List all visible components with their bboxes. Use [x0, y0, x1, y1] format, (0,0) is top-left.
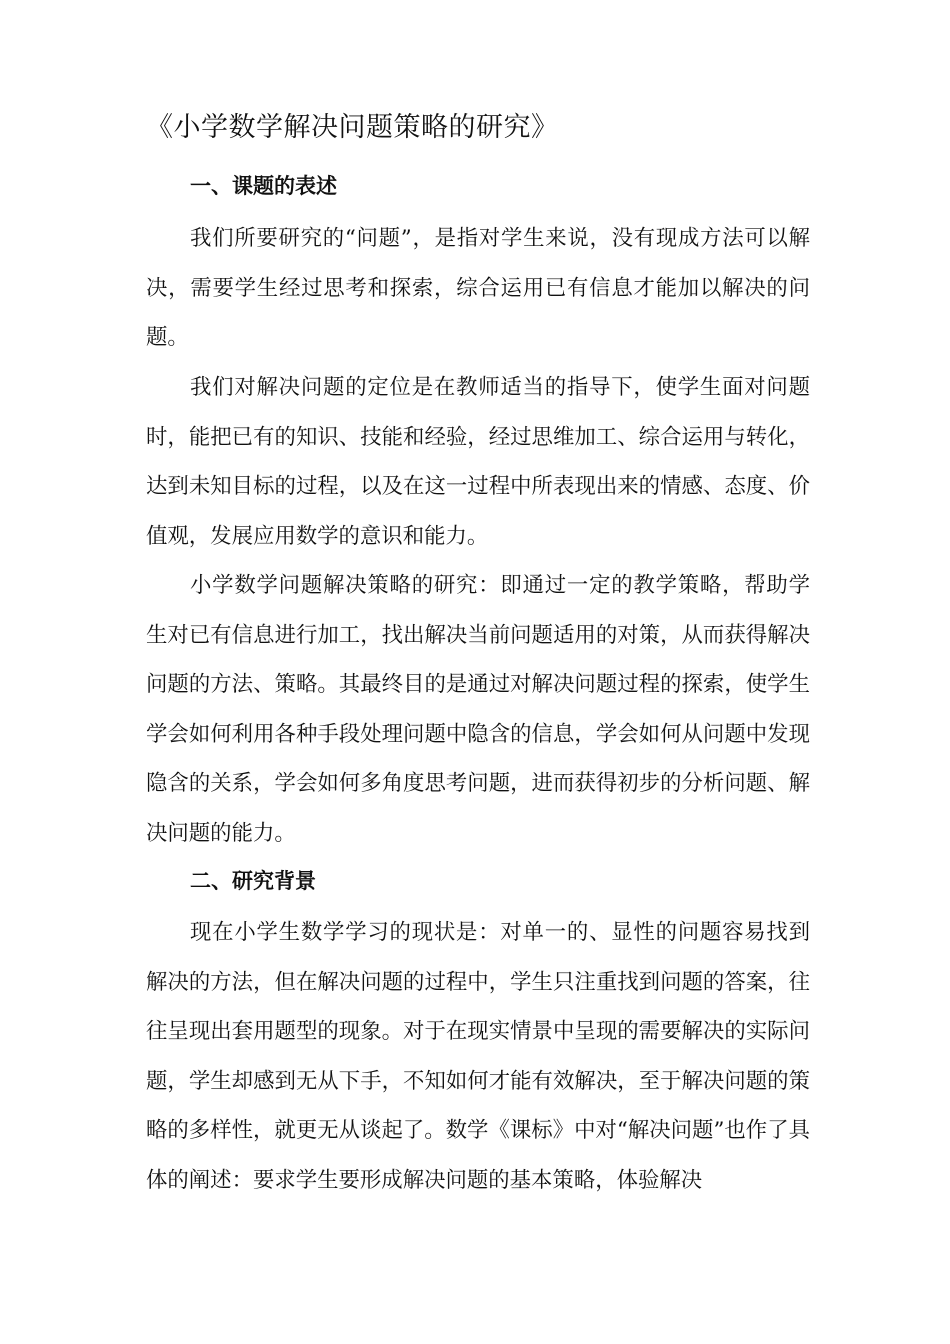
paragraph-problem-definition: 我们所要研究的“问题”，是指对学生来说，没有现成方法可以解决，需要学生经过思考和探索，综合运用已有信息才能加以解决的问题。 [146, 226, 810, 351]
paragraph-strategy-research: 小学数学问题解决策略的研究：即通过一定的教学策略，帮助学生对已有信息进行加工，找出解决当前问题适用的对策，从而获得解决问题的方法、策略。其最终目的是通过对解决问题过程的探索，使学生学会如何利用各种手段处理问题中隐含的信息，学会如何从问题中发现隐含的关系，学会如何多角度思考问题，进而获得初步的分析问题、解决问题的能力。 [146, 573, 810, 846]
paragraph-current-situation: 现在小学生数学学习的现状是：对单一的、显性的问题容易找到解决的方法，但在解决问题的过程中，学生只注重找到问题的答案，往往呈现出套用题型的现象。对于在现实情景中呈现的需要解决的实际问题，学生却感到无从下手，不知如何才能有效解决，至于解决问题的策略的多样性，就更无从谈起了。数学《课标》中对“解决问题”也作了具体的阐述：要求学生要形成解决问题的基本策略，体验解决 [146, 920, 810, 1193]
section-heading-background: 二、研究背景 [190, 869, 316, 893]
paragraph-problem-solving-positioning: 我们对解决问题的定位是在教师适当的指导下，使学生面对问题时，能把已有的知识、技能和经验，经过思维加工、综合运用与转化，达到未知目标的过程，以及在这一过程中所表现出来的情感、态度、价值观，发展应用数学的意识和能力。 [146, 375, 810, 549]
document-title: 《小学数学解决问题策略的研究》 [146, 112, 559, 143]
section-heading-statement: 一、课题的表述 [190, 174, 337, 198]
